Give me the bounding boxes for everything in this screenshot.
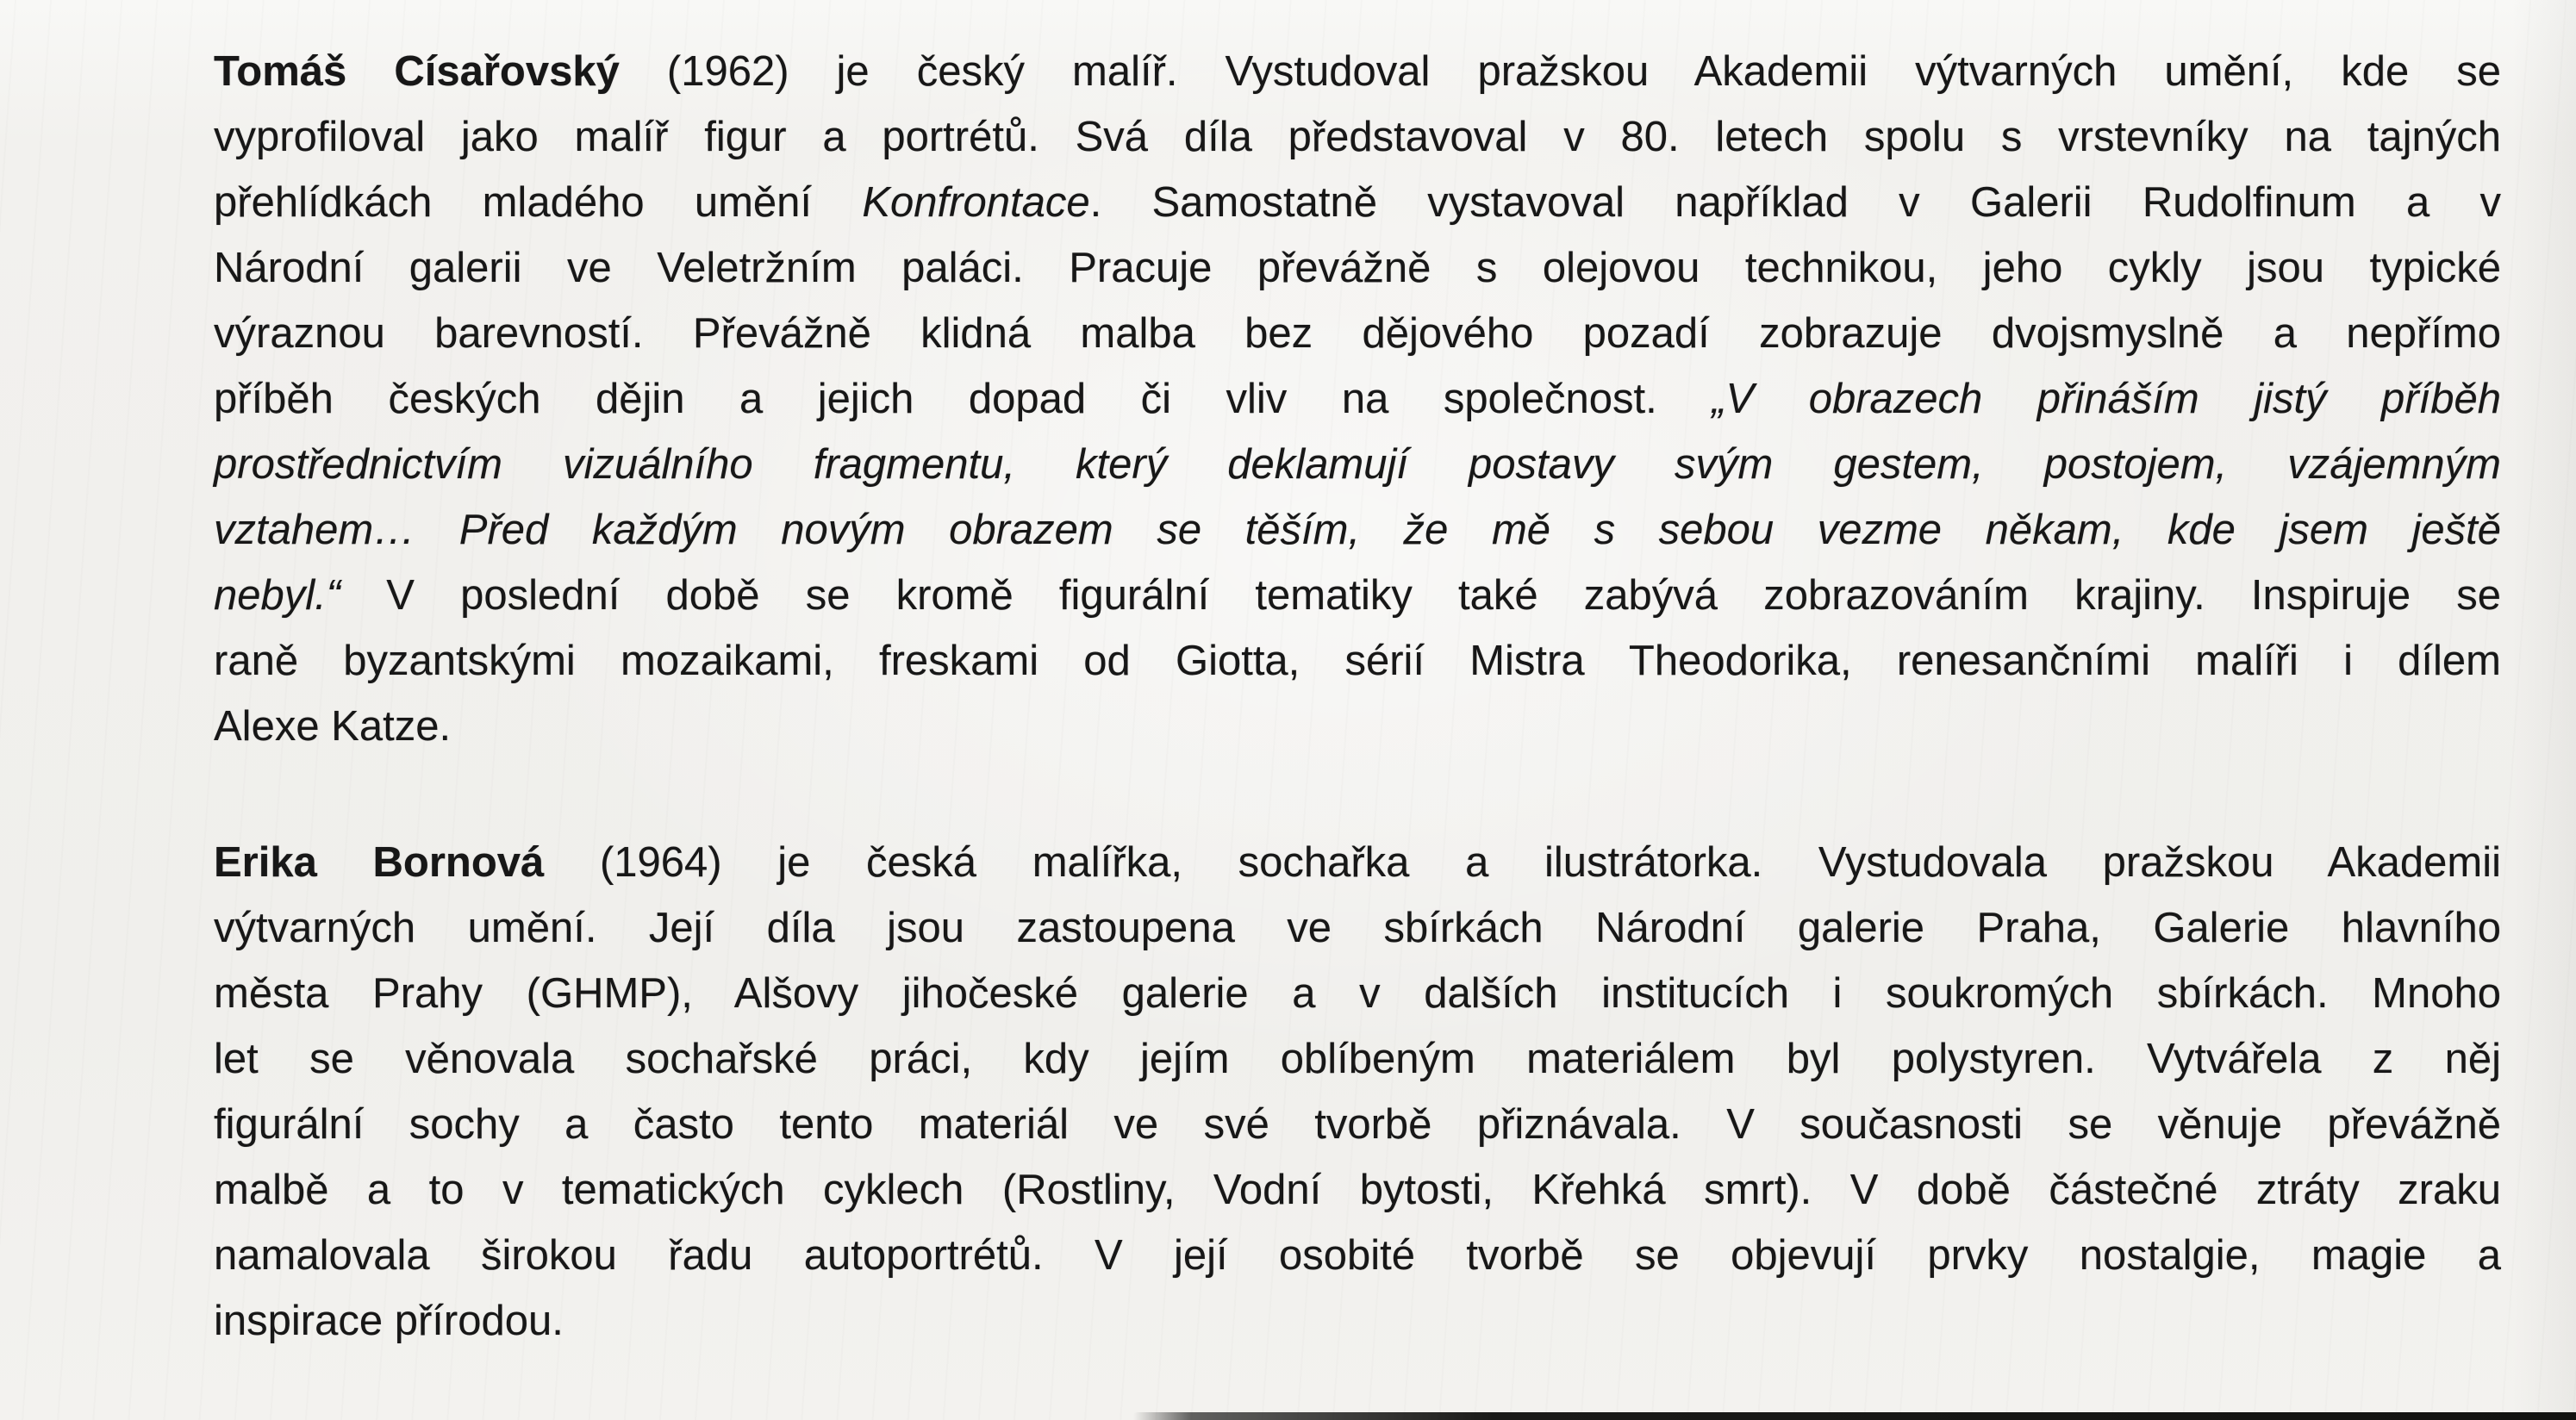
text-line <box>214 170 2501 235</box>
text-line <box>214 432 2501 497</box>
text-run: let se věnovala sochařské práci, kdy jejím oblíbeným materiálem byl polystyren. Vytvářela z něj <box>214 1036 2501 1082</box>
text-run: výraznou barevností. Převážně klidná malba bez dějového pozadí zobrazuje dvojsmyslně a nepřímo <box>214 310 2501 357</box>
text-run: figurální sochy a často tento materiál ve své tvorbě přiznávala. V současnosti se věnuje převážně <box>214 1101 2501 1148</box>
text-run: výtvarných umění. Její díla jsou zastoupena ve sbírkách Národní galerie Praha, Galerie hlavního <box>214 905 2501 951</box>
text-line <box>214 895 2501 961</box>
photo-edge-shadow <box>1133 1412 2576 1420</box>
text-run: namalovala širokou řadu autoportrétů. V její osobité tvorbě se objevují prvky nostalgie, magie a <box>214 1232 2501 1279</box>
text-line <box>214 301 2501 366</box>
text-run: raně byzantskými mozaikami, freskami od Giotta, sérií Mistra Theodorika, renesančními malíři i dílem <box>214 638 2501 684</box>
text-run: inspirace přírodou. <box>214 1298 564 1344</box>
text-line <box>214 628 2501 694</box>
text-line <box>214 1288 2501 1354</box>
italic-text-run: „V obrazech přináším jistý příběh <box>1712 376 2501 422</box>
text-line <box>214 104 2501 170</box>
text-run: města Prahy (GHMP), Alšovy jihočeské galerie a v dalších institucích i soukromých sbírkách. Mnoho <box>214 970 2501 1017</box>
text-line <box>214 1026 2501 1092</box>
text-run: Alexe Katze. <box>214 703 452 750</box>
italic-text-run: Konfrontace <box>862 179 1090 226</box>
text-line <box>214 563 2501 628</box>
text-line <box>214 1092 2501 1157</box>
text-line <box>214 694 2501 759</box>
text-line <box>214 366 2501 432</box>
text-line <box>214 961 2501 1026</box>
text-run: příběh českých dějin a jejich dopad či vliv na společnost. <box>214 376 1712 422</box>
document-text-block <box>214 39 2501 1354</box>
text-run: přehlídkách mladého umění <box>214 179 863 226</box>
text-run: vyprofiloval jako malíř figur a portrétů. Svá díla představoval v 80. letech spolu s vrstevníky na tajných <box>214 114 2501 160</box>
text-line <box>214 1223 2501 1288</box>
paragraph-erika-bornova <box>214 830 2501 1354</box>
text-line <box>214 39 2501 104</box>
italic-text-run: prostřednictvím vizuálního fragmentu, který deklamují postavy svým gestem, postojem, vzájemným <box>214 441 2501 488</box>
text-run: . Samostatně vystavoval například v Galerii Rudolfinum a v <box>1089 179 2501 226</box>
text-line <box>214 235 2501 301</box>
text-run: (1964) je česká malířka, sochařka a ilustrátorka. Vystudovala pražskou Akademii <box>544 839 2501 886</box>
text-run: V poslední době se kromě figurální tematiky také zabývá zobrazováním krajiny. Inspiruje se <box>340 572 2501 619</box>
text-line <box>214 1157 2501 1223</box>
text-line <box>214 497 2501 563</box>
text-line <box>214 830 2501 895</box>
paragraph-tomas-cisarovsky <box>214 39 2501 759</box>
text-run: malbě a to v tematických cyklech (Rostliny, Vodní bytosti, Křehká smrt). V době částečné ztráty zraku <box>214 1167 2501 1213</box>
text-run: (1962) je český malíř. Vystudoval pražskou Akademii výtvarných umění, kde se <box>619 48 2501 95</box>
italic-text-run: vztahem… Před každým novým obrazem se těším, že mě s sebou vezme někam, kde jsem ještě <box>214 507 2501 553</box>
artist-name: Tomáš Císařovský <box>214 48 620 95</box>
artist-name: Erika Bornová <box>214 839 545 886</box>
text-run: Národní galerii ve Veletržním paláci. Pracuje převážně s olejovou technikou, jeho cykly jsou typické <box>214 245 2501 291</box>
italic-text-run: nebyl.“ <box>214 572 341 619</box>
